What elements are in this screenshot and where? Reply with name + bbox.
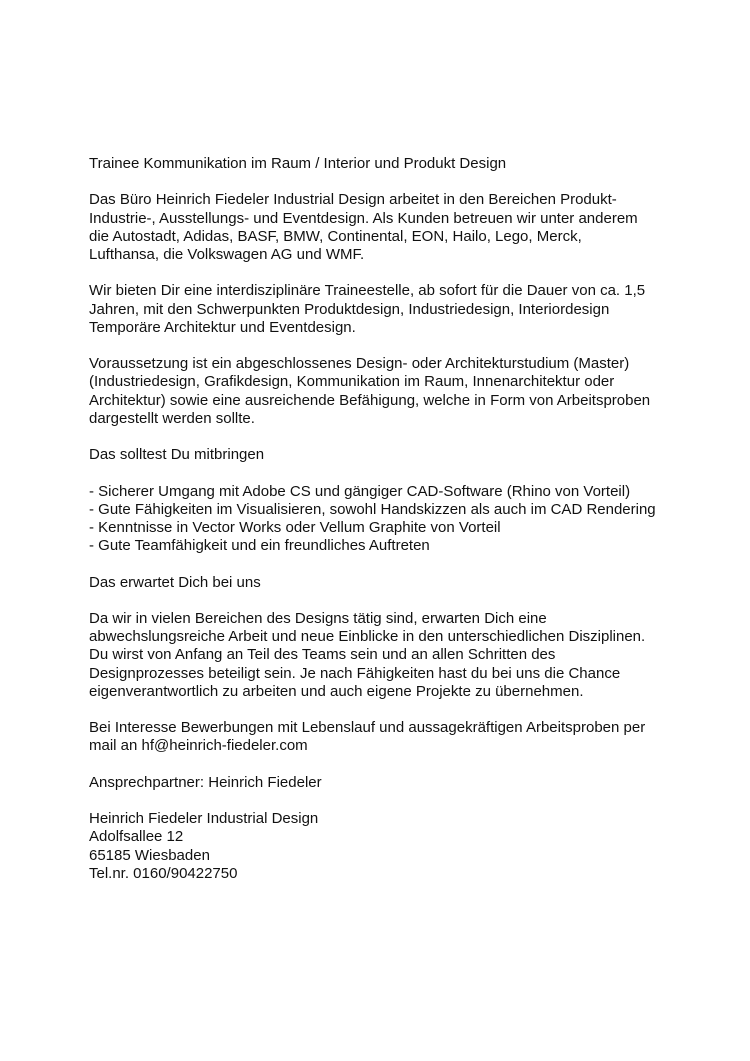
address-block	[89, 810, 729, 883]
expect-heading: Das erwartet Dich bei uns	[89, 573, 261, 591]
expect-line: Da wir in vielen Bereichen des Designs tätig sind, erwarten Dich eine	[89, 609, 547, 627]
offer-line: Wir bieten Dir eine interdisziplinäre Traineestelle, ab sofort für die Dauer von ca. 1,5	[89, 282, 646, 300]
offer-line: Jahren, mit den Schwerpunkten Produktdesign, Industriedesign, Interiordesign	[89, 300, 610, 318]
address-company: Heinrich Fiedeler Industrial Design	[89, 810, 319, 828]
intro-line: Industrie-, Ausstellungs- und Eventdesign. Als Kunden betreuen wir unter anderem	[89, 209, 638, 227]
application-line: mail an hf@heinrich-fiedeler.com	[89, 737, 308, 755]
contact-person: Ansprechpartner: Heinrich Fiedeler	[89, 773, 322, 791]
expect-line: Designprozesses beteiligt sein. Je nach Fähigkeiten hast du bei uns die Chance	[89, 664, 621, 682]
requirements-line: (Industriedesign, Grafikdesign, Kommunikation im Raum, Innenarchitektur oder	[89, 373, 615, 391]
application-line: Bei Interesse Bewerbungen mit Lebenslauf und aussagekräftigen Arbeitsproben per	[89, 719, 646, 737]
offer-paragraph	[89, 282, 729, 337]
expect-line: Du wirst von Anfang an Teil des Teams sein und an allen Schritten des	[89, 646, 556, 664]
expect-line: abwechslungsreiche Arbeit und neue Einblicke in den unterschiedlichen Disziplinen.	[89, 628, 646, 646]
expect-line: eigenverantwortlich zu arbeiten und auch eigene Projekte zu übernehmen.	[89, 682, 584, 700]
address-city: 65185 Wiesbaden	[89, 846, 210, 864]
intro-paragraph	[89, 191, 729, 264]
skills-list	[89, 483, 729, 556]
skills-list-item: - Sicherer Umgang mit Adobe CS und gängiger CAD-Software (Rhino von Vorteil)	[89, 482, 631, 500]
requirements-line: Voraussetzung ist ein abgeschlossenes Design- oder Architekturstudium (Master)	[89, 355, 630, 373]
expect-heading-block	[89, 574, 729, 592]
requirements-paragraph	[89, 355, 729, 428]
skills-heading: Das solltest Du mitbringen	[89, 446, 265, 464]
requirements-line: Architektur) sowie eine ausreichende Befähigung, welche in Form von Arbeitsproben	[89, 391, 651, 409]
intro-line: die Autostadt, Adidas, BASF, BMW, Continental, EON, Hailo, Lego, Merck,	[89, 227, 582, 245]
skills-heading-block	[89, 446, 729, 464]
document-title-block	[89, 155, 729, 173]
expect-paragraph	[89, 610, 729, 701]
address-street: Adolfsallee 12	[89, 828, 184, 846]
document-page	[89, 155, 729, 883]
requirements-line: dargestellt werden sollte.	[89, 409, 255, 427]
application-paragraph	[89, 719, 729, 755]
document-title: Trainee Kommunikation im Raum / Interior und Produkt Design	[89, 155, 507, 172]
address-phone: Tel.nr. 0160/90422750	[89, 864, 238, 882]
intro-line: Das Büro Heinrich Fiedeler Industrial Design arbeitet in den Bereichen Produkt-	[89, 191, 617, 209]
contact-person-block	[89, 774, 729, 792]
offer-line: Temporäre Architektur und Eventdesign.	[89, 318, 356, 336]
intro-line: Lufthansa, die Volkswagen AG und WMF.	[89, 246, 365, 263]
skills-list-item: - Kenntnisse in Vector Works oder Vellum Graphite von Vorteil	[89, 518, 501, 536]
skills-list-item: - Gute Teamfähigkeit und ein freundliches Auftreten	[89, 537, 430, 555]
skills-list-item: - Gute Fähigkeiten im Visualisieren, sowohl Handskizzen als auch im CAD Rendering	[89, 500, 656, 518]
